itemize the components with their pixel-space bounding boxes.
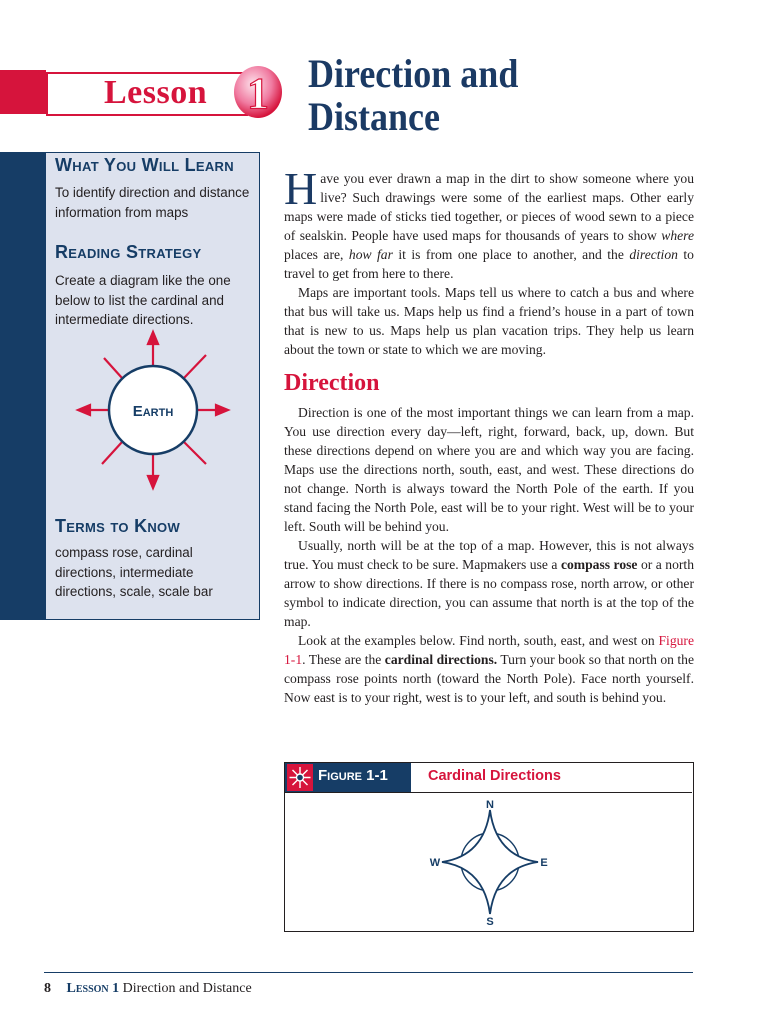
terms-text: compass rose, cardinal directions, intermediate directions, scale, scale bar — [55, 545, 213, 599]
lesson-number-badge — [232, 64, 284, 120]
page-footer — [44, 981, 252, 997]
intro-text — [284, 163, 694, 359]
direction-text — [284, 403, 694, 707]
direction-paragraph-3 — [284, 631, 694, 707]
compass-star-icon — [287, 764, 313, 791]
header-red-tab — [0, 70, 46, 114]
intro-paragraph-2: Maps are important tools. Maps tell us where to catch a bus and where that bus will take us. Maps help us find a friend’s house in a part of town that is new to us. Maps help us plan vacation trips. They help us learn about the town or state to which we are moving. — [284, 285, 694, 357]
compass-north-label: N — [486, 799, 494, 811]
intro-p1-text-b: places are, — [284, 247, 349, 262]
direction-p2-text-b: or a north arrow to show directions. If there is no compass rose, north arrow, or other symbol to indicate direction, you can assume that north is at the top of the map. — [284, 557, 694, 629]
compass-south-label: S — [486, 916, 494, 928]
diagram-center-label: Earth — [132, 403, 174, 420]
lesson-number: 1 — [247, 69, 269, 118]
directions-diagram — [74, 328, 234, 493]
strategy-heading: Reading Strategy — [55, 242, 202, 262]
figure-caption: Cardinal Directions — [428, 768, 561, 784]
compass-rose-diagram — [420, 796, 560, 928]
direction-p2-text-a: Usually, north will be at the top of a map. However, this is not always true. You must check to be sure. Mapmakers use a — [284, 538, 694, 572]
title-line-1: Direction and — [308, 51, 519, 96]
learn-text: To identify direction and distance information from maps — [55, 185, 250, 220]
drop-cap: H — [284, 163, 318, 214]
strategy-text: Create a diagram like the one below to list the cardinal and intermediate directions. — [55, 273, 231, 327]
direction-p3-text-b: . These are the — [302, 652, 385, 667]
page-title — [308, 52, 578, 138]
intro-paragraph-1 — [284, 163, 694, 283]
intro-p1-text-d: to travel to get from here to there. — [284, 247, 694, 281]
direction-paragraph-2 — [284, 536, 694, 631]
intro-p1-direction: direction — [629, 247, 678, 262]
compass-east-label: E — [540, 857, 548, 869]
intro-p1-howfar: how far — [348, 247, 393, 262]
sidebar-strip — [0, 152, 46, 620]
direction-p3-text-a: Look at the examples below. Find north, south, east, and west on — [298, 633, 659, 648]
page-number: 8 — [44, 981, 51, 996]
term-compass-rose: compass rose — [560, 557, 638, 572]
direction-paragraph-1: Direction is one of the most important things we can learn from a map. You use direction every day—left, right, forward, back, up, down. But these directions depend on where you are and which way you are facing. Maps use the directions north, south, east, and west. These directions do not change. North is always toward the North Pole of the earth. If you stand facing the North Pole, east will be to your right. West will be to your left. South will be behind you. — [284, 405, 694, 534]
figure-reference-link[interactable]: Figure 1-1 — [284, 633, 694, 667]
intro-p1-where: where — [661, 228, 694, 243]
section-heading-direction: Direction — [284, 370, 380, 396]
intro-p1-text-c: it is from one place to another, and the — [392, 247, 630, 262]
learn-heading: What You Will Learn — [55, 155, 234, 175]
lesson-word: Lesson — [104, 74, 208, 111]
figure-label: Figure 1-1 — [318, 767, 388, 784]
compass-west-label: W — [429, 857, 441, 869]
title-line-2: Distance — [308, 94, 440, 139]
term-cardinal-directions: cardinal directions. — [384, 652, 498, 667]
direction-p3-text-c: Turn your book so that north on the compass rose points north (toward the North Pole). Face north yourself. Now east is to your right, west is to your left, and south is behind you. — [284, 652, 695, 705]
terms-heading: Terms to Know — [55, 516, 181, 536]
intro-p1-text-a: ave you ever drawn a map in the dirt to show someone where you live? Such drawings were some of the earliest maps. Other early maps were made of sticks tied together, or pieces of wood sewn to a piece of sealskin. People have used maps for thousands of years to show — [284, 171, 694, 243]
footer-rule — [44, 972, 693, 973]
footer-lesson-title: Direction and Distance — [122, 981, 252, 996]
footer-lesson-label: Lesson 1 — [66, 981, 120, 996]
